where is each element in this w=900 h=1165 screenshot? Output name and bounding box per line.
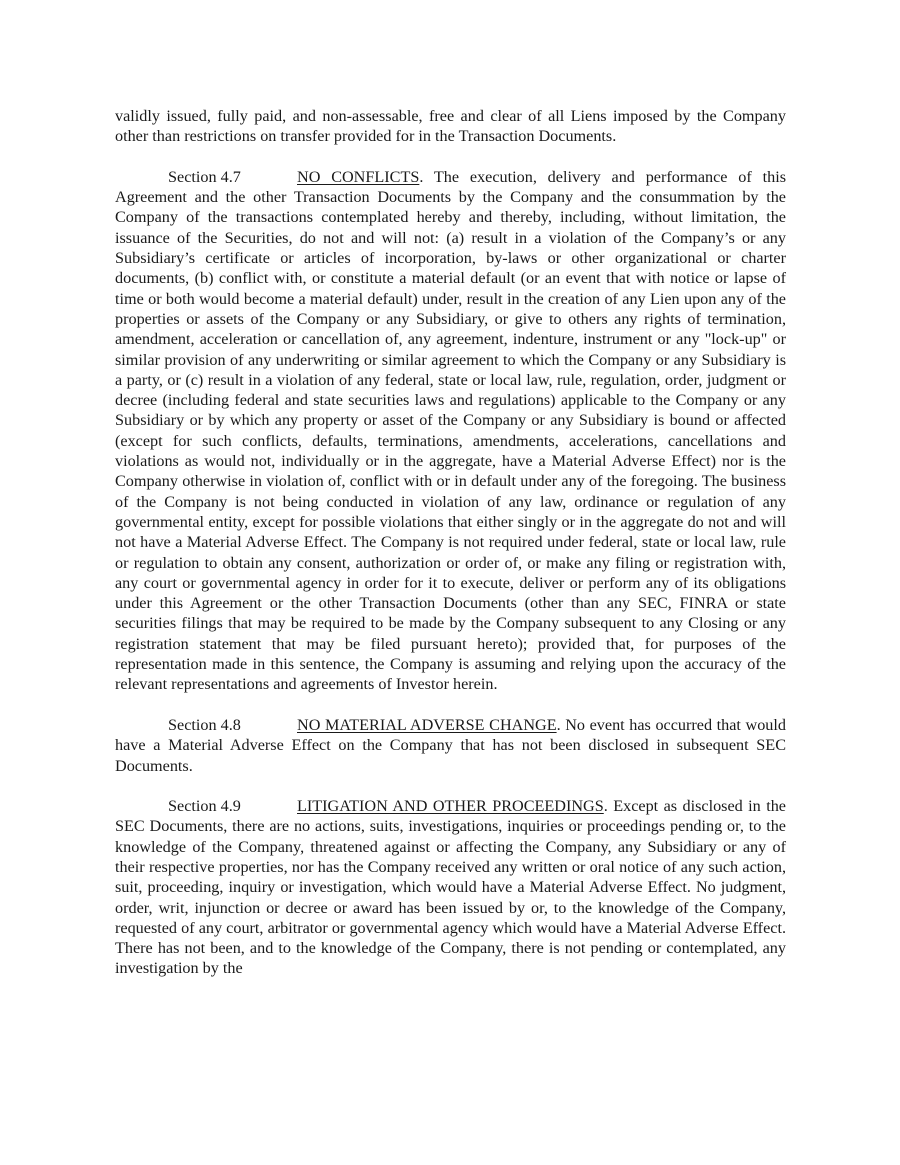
document-page [115, 106, 786, 999]
section-4-9-paragraph [115, 796, 786, 979]
section-label: Section 4.8 [168, 715, 241, 734]
section-body: . The execution, delivery and performance of this Agreement and the other Transaction Documents by the Company and the consummation by the Company of the transactions contemplated hereby and thereby, including, without limitation, the issuance of the Securities, do not and will not: (a) result in a violation of the Company’s or any Subsidiary’s certificate or articles of incorporation, by-laws or other organizational or charter documents, (b) conflict with, or constitute a material default (or an event that with notice or lapse of time or both would become a material default) under, result in the creation of any Lien upon any of the properties or assets of the Company or any Subsidiary, or give to others any rights of termination, amendment, acceleration or cancellation of, any agreement, indenture, instrument or any "lock-up" or similar provision of any underwriting or similar agreement to which the Company or any Subsidiary is a party, or (c) result in a violation of any federal, state or local law, rule, regulation, order, judgment or decree (including federal and state securities laws and regulations) applicable to the Company or any Subsidiary or by which any property or asset of the Company or any Subsidiary is bound or affected (except for such conflicts, defaults, terminations, amendments, accelerations, cancellations and violations as would not, individually or in the aggregate, have a Material Adverse Effect) nor is the Company otherwise in violation of, conflict with or in default under any of the foregoing. The business of the Company is not being conducted in violation of any law, ordinance or regulation of any governmental entity, except for possible violations that either singly or in the aggregate do not and will not have a Material Adverse Effect. The Company is not required under federal, state or local law, rule or regulation to obtain any consent, authorization or order of, or make any filing or registration with, any court or governmental agency in order for it to execute, deliver or perform any of its obligations under this Agreement or the other Transaction Documents (other than any SEC, FINRA or state securities filings that may be required to be made by the Company subsequent to any Closing or any registration statement that may be filed pursuant hereto); provided that, for purposes of the representation made in this sentence, the Company is assuming and relying upon the accuracy of the relevant representations and agreements of Investor herein. [115, 167, 786, 694]
section-body: . No event has occurred that would have a Material Adverse Effect on the Company that has not been disclosed in subsequent SEC Documents. [115, 715, 786, 775]
section-heading: NO MATERIAL ADVERSE CHANGE [297, 715, 557, 734]
section-4-7-paragraph [115, 167, 786, 695]
section-heading: LITIGATION AND OTHER PROCEEDINGS [297, 797, 604, 816]
section-4-8-paragraph [115, 715, 786, 776]
section-label: Section 4.7 [168, 167, 241, 186]
section-body: . Except as disclosed in the SEC Documents, there are no actions, suits, investigations, inquiries or proceedings pending or, to the knowledge of the Company, threatened against or affecting the Company, any Subsidiary or any of their respective properties, nor has the Company received any written or oral notice of any such action, suit, proceeding, inquiry or investigation, which would have a Material Adverse Effect. No judgment, order, writ, injunction or decree or award has been issued by or, to the knowledge of the Company, requested of any court, arbitrator or governmental agency which would have a Material Adverse Effect. There has not been, and to the knowledge of the Company, there is not pending or contemplated, any investigation by the [115, 797, 786, 978]
section-heading: NO CONFLICTS [297, 167, 420, 186]
section-label: Section 4.9 [168, 797, 241, 816]
continuation-paragraph: validly issued, fully paid, and non-assessable, free and clear of all Liens imposed by the Company other than restrictions on transfer provided for in the Transaction Documents. [115, 107, 786, 146]
